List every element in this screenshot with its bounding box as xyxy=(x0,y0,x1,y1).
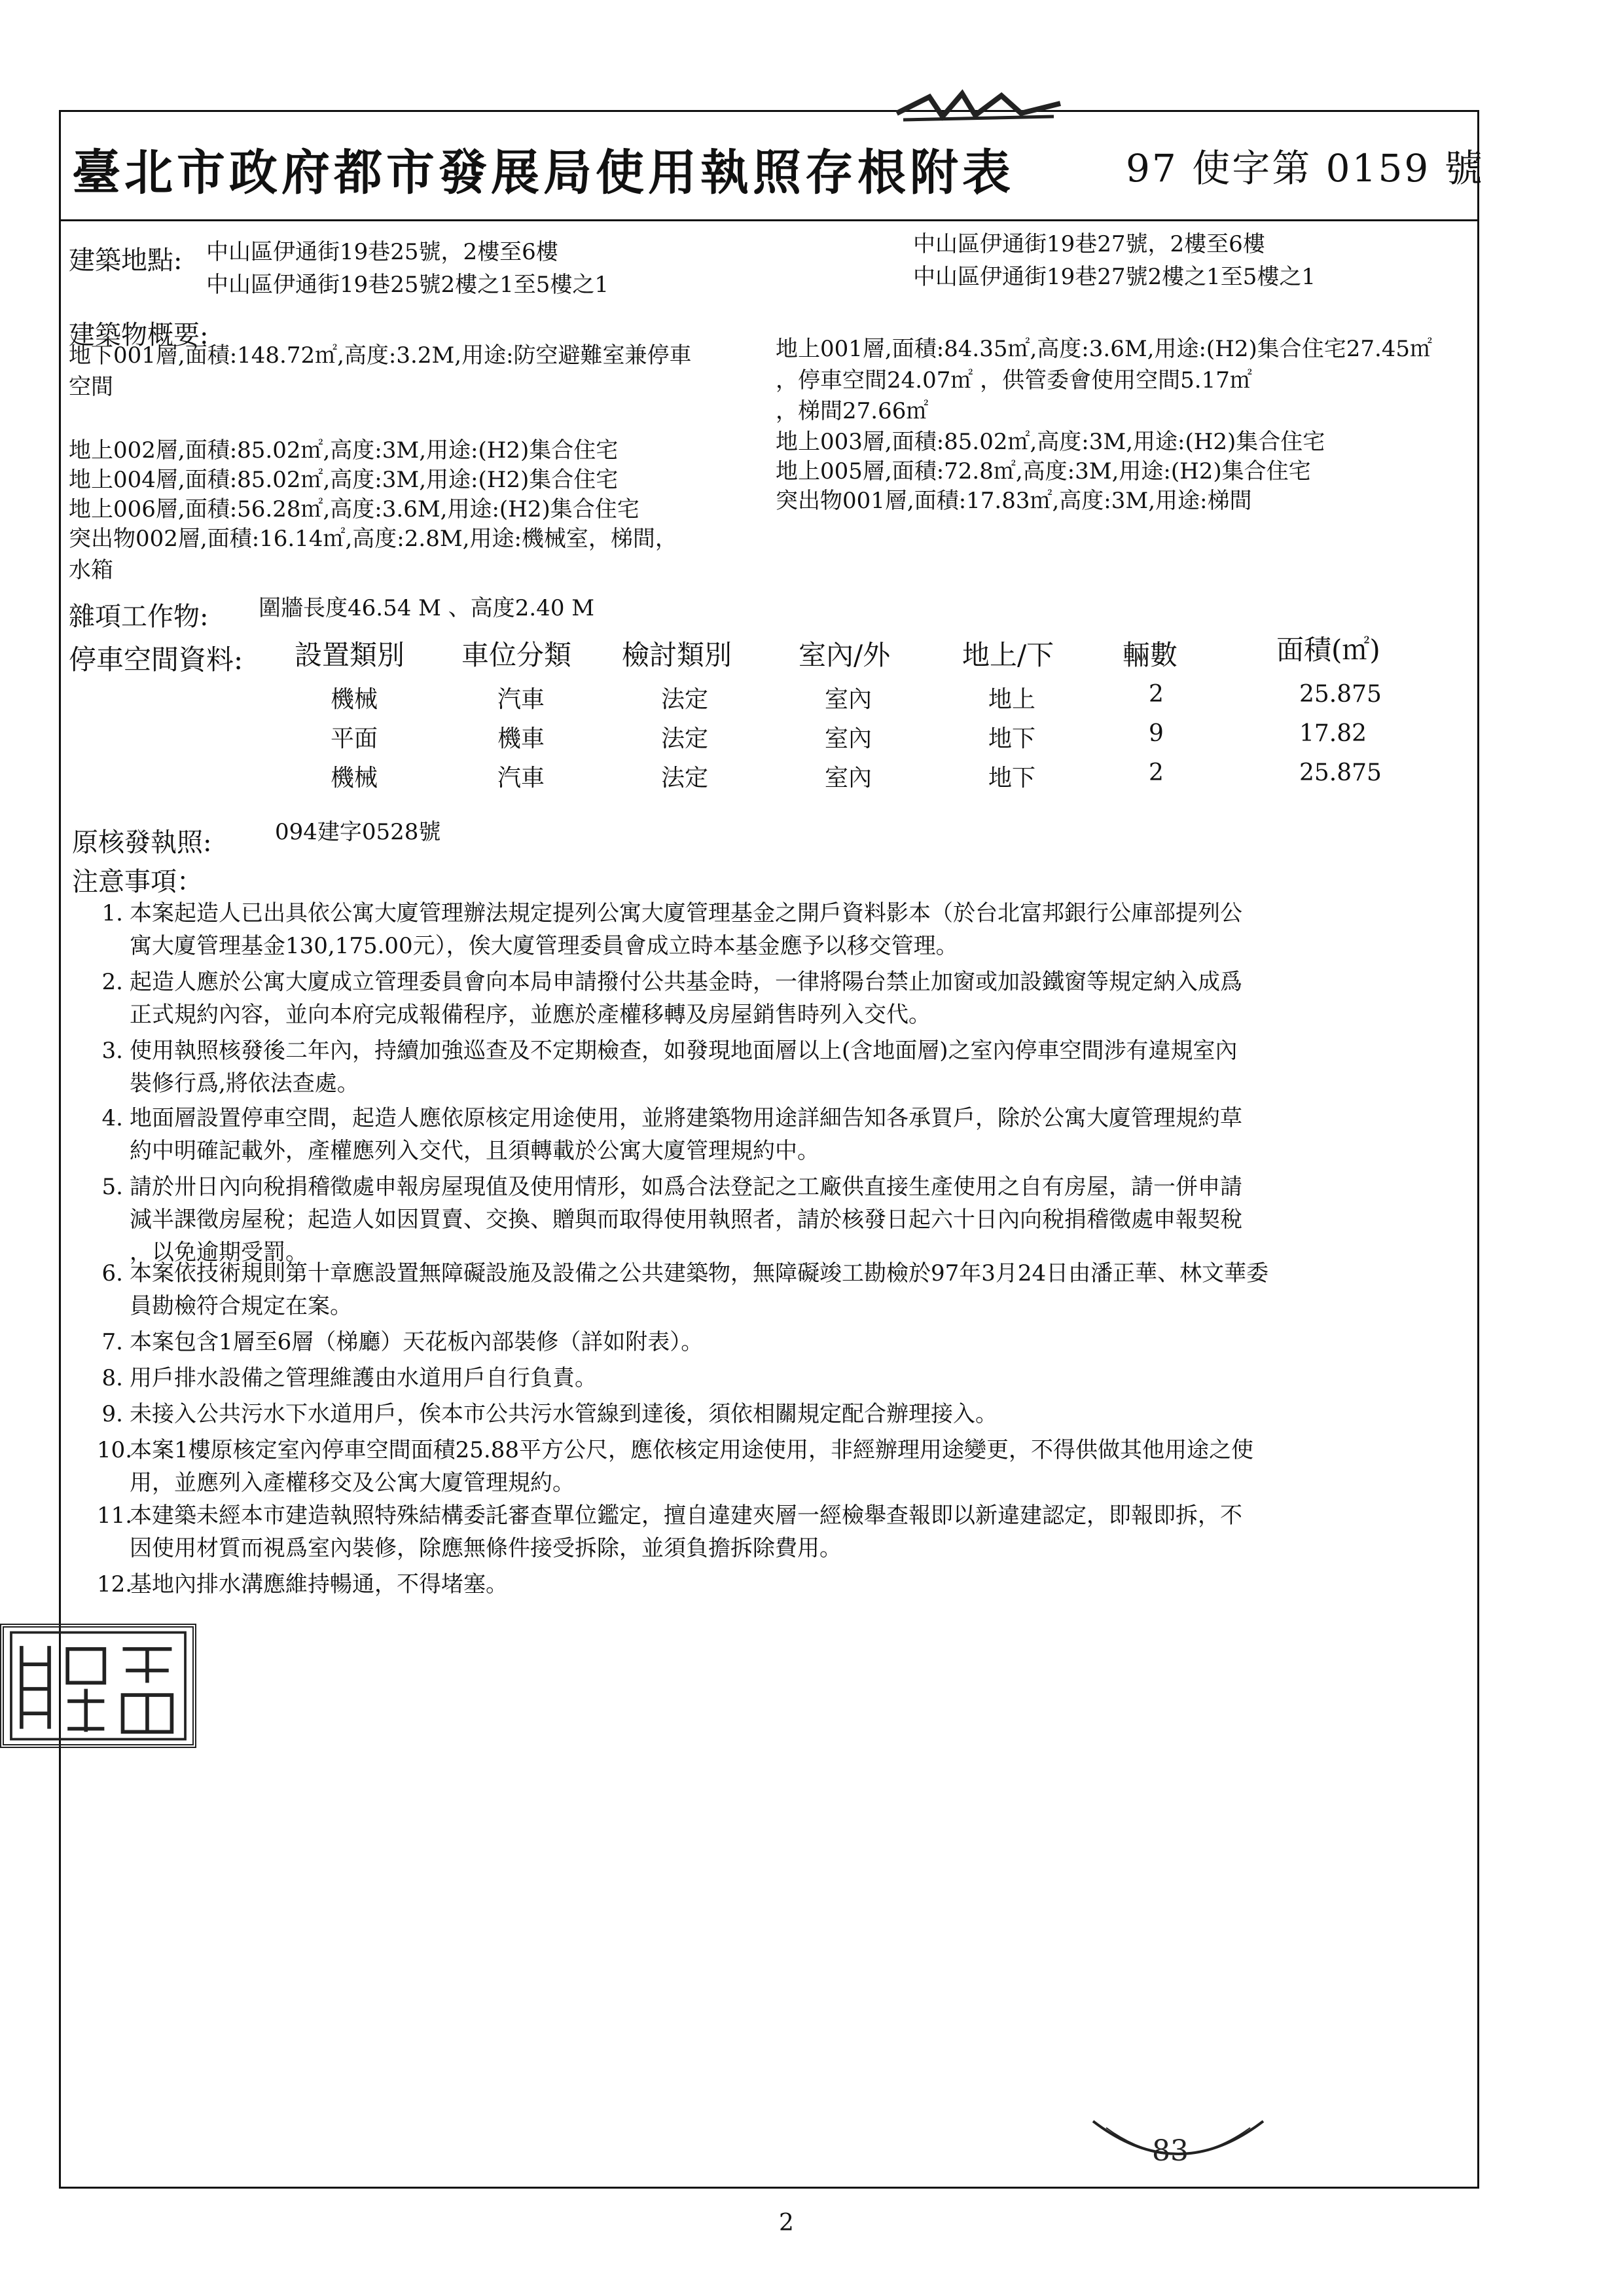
bottom-stamp-mark xyxy=(1087,2108,1270,2183)
overview-left-line: 地上004層,面積:85.02㎡,高度:3M,用途:(H2)集合住宅 xyxy=(69,467,619,493)
page-number: 2 xyxy=(779,2210,794,2236)
note-item: 12. 基地內排水溝應維持暢通，不得堵塞。 xyxy=(97,1571,508,1597)
site-address-2: 中山區伊通街19巷25號2樓之1至5樓之1 xyxy=(206,272,609,298)
top-stamp-mark xyxy=(890,84,1073,132)
note-item: 6. 本案依技術規則第十章應設置無障礙設施及設備之公共建築物，無障礙竣工勘檢於97年3月24日由潘正華、林文華委 員勘檢符合規定在案。 xyxy=(101,1260,1269,1319)
overview-right-line: 地上001層,面積:84.35㎡,高度:3.6M,用途:(H2)集合住宅27.45㎡ xyxy=(776,336,1433,362)
parking-cell: 法定 xyxy=(661,686,709,713)
permit-number: 97 使字第 0159 號 xyxy=(1126,146,1484,191)
site-label: 建築地點: xyxy=(69,246,183,276)
parking-cell: 地上 xyxy=(988,686,1036,713)
original-permit-value: 094建字0528號 xyxy=(275,819,441,845)
note-item: 4. 地面層設置停車空間，起造人應依原核定用途使用，並將建築物用途詳細告知各承買戶，除於公寓大廈管理規約草 約中明確記載外，產權應列入交代，且須轉載於公寓大廈管理規約中。 xyxy=(101,1105,1242,1164)
parking-cell: 17.82 xyxy=(1299,720,1367,747)
parking-cell: 法定 xyxy=(661,725,709,752)
notes-label: 注意事項： xyxy=(72,867,203,897)
parking-cell: 2 xyxy=(1149,681,1164,708)
parking-cell: 室內 xyxy=(825,686,872,713)
overview-left-line: 地上002層,面積:85.02㎡,高度:3M,用途:(H2)集合住宅 xyxy=(69,437,619,464)
overview-label: 建築物概要: xyxy=(69,320,209,350)
note-item: 11. 本建築未經本市建造執照特殊結構委託審查單位鑑定，擅自違建夾層一經檢舉查報即以新違建認定，即報即拆，不 因使用材質而視爲室內裝修，除應無條件接受拆除，並須負擔拆除費用。 xyxy=(97,1503,1242,1561)
note-item: 8. 用戶排水設備之管理維護由水道用戶自行負責。 xyxy=(101,1365,597,1391)
official-seal-icon xyxy=(0,1624,196,1748)
parking-header: 地上/下 xyxy=(962,639,1054,671)
parking-cell: 25.875 xyxy=(1299,759,1382,786)
note-item: 10. 本案1樓原核定室內停車空間面積25.88平方公尺，應依核定用途使用，非經辦理用途變更，不得供做其他用途之使 用，並應列入產權移交及公寓大廈管理規約。 xyxy=(97,1437,1253,1496)
overview-right-line: ，梯間27.66㎡ xyxy=(776,398,929,424)
note-item: 9. 未接入公共污水下水道用戶，俟本市公共污水管線到達後，須依相關規定配合辦理接入。 xyxy=(101,1401,998,1427)
parking-cell: 機械 xyxy=(331,686,378,713)
parking-cell: 機車 xyxy=(497,725,545,752)
site-address-3: 中山區伊通街19巷27號，2樓至6樓 xyxy=(913,231,1265,257)
parking-cell: 9 xyxy=(1149,720,1164,747)
misc-label: 雜項工作物: xyxy=(69,602,209,632)
overview-left-line: 水箱 xyxy=(69,557,113,583)
parking-header: 設置類別 xyxy=(295,639,405,671)
overview-left-line: 空間 xyxy=(69,374,113,400)
parking-cell: 25.875 xyxy=(1299,681,1382,708)
parking-cell: 2 xyxy=(1149,759,1164,786)
parking-header: 輛數 xyxy=(1123,639,1178,671)
title-divider xyxy=(59,219,1479,221)
overview-left-line: 地下001層,面積:148.72㎡,高度:3.2M,用途:防空避難室兼停車 xyxy=(69,342,692,369)
parking-cell: 室內 xyxy=(825,725,872,752)
parking-cell: 法定 xyxy=(661,765,709,792)
overview-right-line: 地上003層,面積:85.02㎡,高度:3M,用途:(H2)集合住宅 xyxy=(776,429,1325,455)
parking-header: 面積(㎡) xyxy=(1276,634,1380,666)
parking-cell: 平面 xyxy=(331,725,378,752)
svg-text:83: 83 xyxy=(1152,2134,1189,2168)
parking-cell: 汽車 xyxy=(497,686,545,713)
parking-cell: 地下 xyxy=(988,725,1036,752)
parking-cell: 汽車 xyxy=(497,765,545,792)
parking-header: 檢討類別 xyxy=(622,639,732,671)
overview-left-line: 地上006層,面積:56.28㎡,高度:3.6M,用途:(H2)集合住宅 xyxy=(69,496,639,522)
parking-label: 停車空間資料: xyxy=(69,644,243,676)
misc-value: 圍牆長度46.54 M 、高度2.40 M xyxy=(259,595,595,621)
overview-right-line: 地上005層,面積:72.8㎡,高度:3M,用途:(H2)集合住宅 xyxy=(776,458,1311,484)
site-address-1: 中山區伊通街19巷25號，2樓至6樓 xyxy=(206,239,558,265)
parking-cell: 地下 xyxy=(988,765,1036,792)
parking-header: 車位分類 xyxy=(461,639,572,671)
parking-cell: 機械 xyxy=(331,765,378,792)
note-item: 1. 本案起造人已出具依公寓大廈管理辦法規定提列公寓大廈管理基金之開戶資料影本（於台北富邦銀行公庫部提列公 寓大廈管理基金130,175.00元），俟大廈管理委員會成立時本基金應予以移交管理。 xyxy=(101,900,1242,959)
note-item: 3. 使用執照核發後二年內，持續加強巡查及不定期檢查，如發現地面層以上(含地面層)之室內停車空間涉有違規室內 裝修行爲,將依法查處。 xyxy=(101,1038,1238,1097)
overview-left-line: 突出物002層,面積:16.14㎡,高度:2.8M,用途:機械室，梯間， xyxy=(69,526,677,552)
note-item: 2. 起造人應於公寓大廈成立管理委員會向本局申請撥付公共基金時，一律將陽台禁止加窗或加設鐵窗等規定納入成爲 正式規約內容，並向本府完成報備程序，並應於產權移轉及房屋銷售時列入交代。 xyxy=(101,969,1242,1028)
note-item: 7. 本案包含1層至6層（梯廳）天花板內部裝修（詳如附表）。 xyxy=(101,1329,704,1355)
parking-cell: 室內 xyxy=(825,765,872,792)
page-title: 臺北市政府都市發展局使用執照存根附表 xyxy=(72,145,1015,201)
overview-right-line: 突出物001層,面積:17.83㎡,高度:3M,用途:梯間 xyxy=(776,488,1252,514)
original-permit-label: 原核發執照: xyxy=(72,828,212,858)
overview-right-line: ，停車空間24.07㎡ ，供管委會使用空間5.17㎡ xyxy=(776,367,1252,393)
site-address-4: 中山區伊通街19巷27號2樓之1至5樓之1 xyxy=(913,264,1316,290)
note-item: 5. 請於卅日內向稅捐稽徵處申報房屋現值及使用情形，如爲合法登記之工廠供直接生產使用之自有房屋，請一併申請 減半課徵房屋稅；起造人如因買賣、交換、贈與而取得使用執照者，請於核發日起六十日內向稅捐稽徵處申報契稅 ，以免逾期受罰。 xyxy=(101,1174,1242,1266)
parking-header: 室內/外 xyxy=(799,639,891,671)
